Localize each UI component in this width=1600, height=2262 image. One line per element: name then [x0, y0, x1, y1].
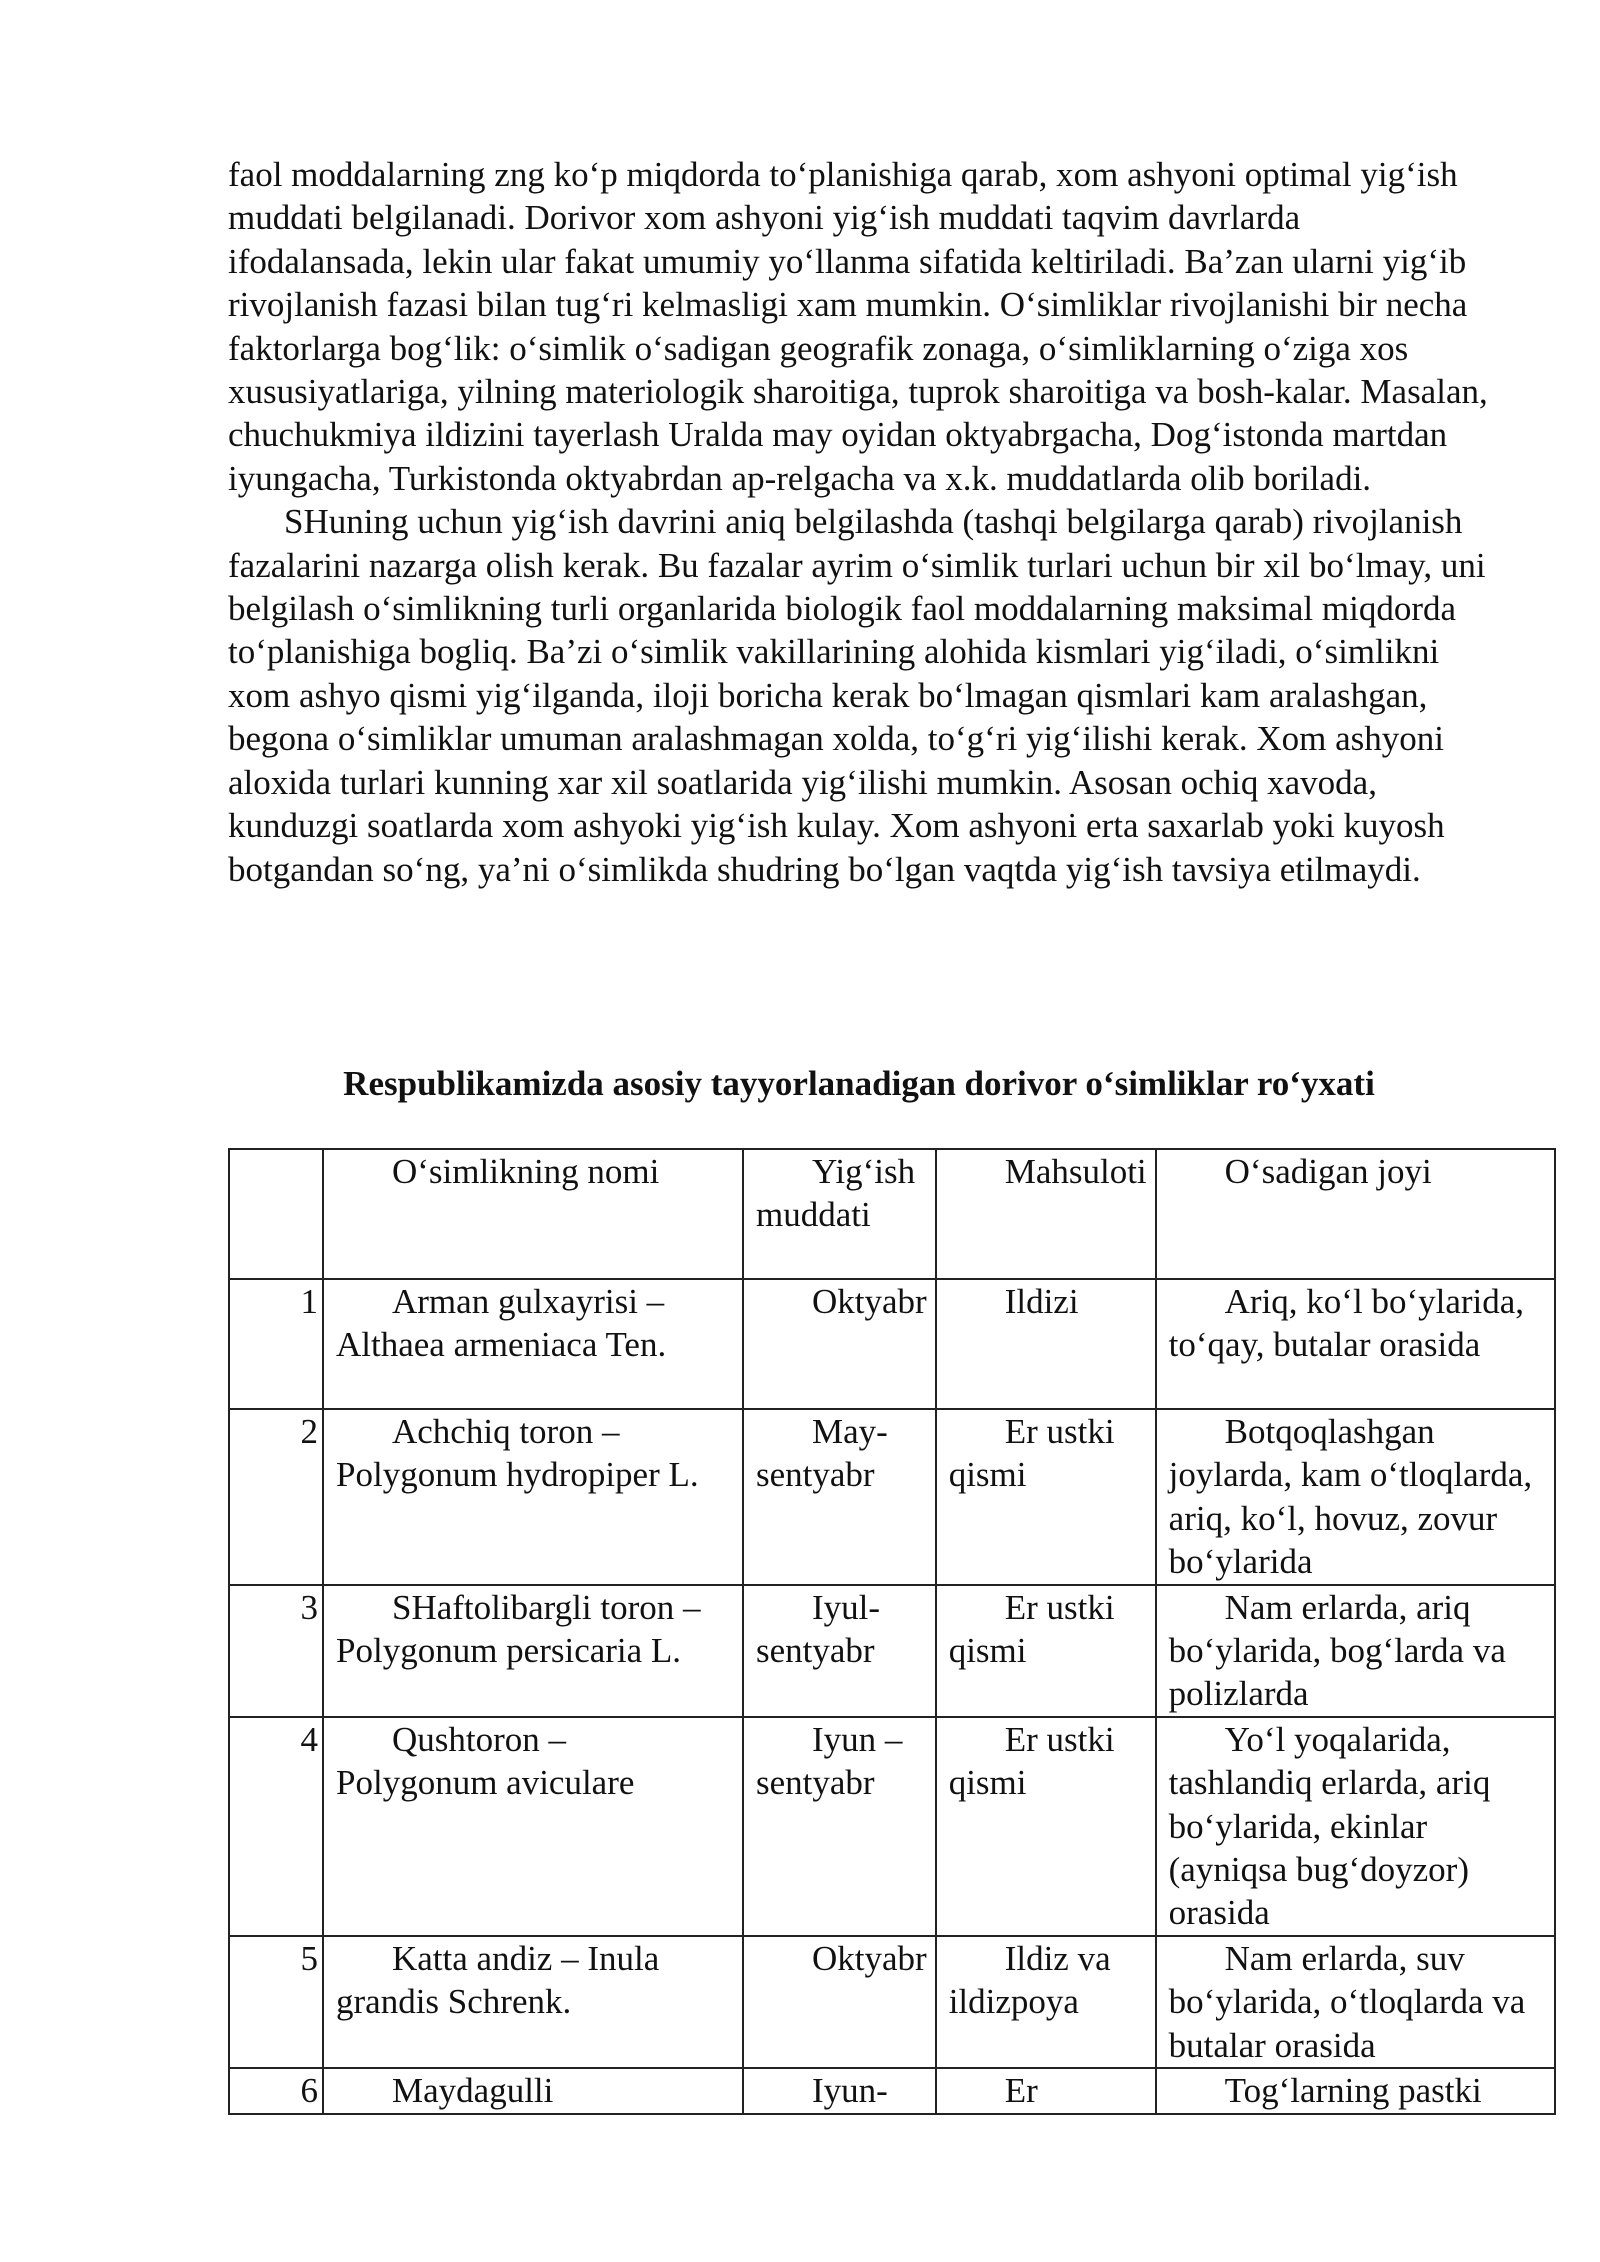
- header-period: Yig‘ish muddati: [743, 1149, 936, 1279]
- paragraph-1: faol moddalarning zng ko‘p miqdorda to‘planishiga qarab, xom ashyoni optimal yig‘ish muddati belgilanadi. Dorivor xom ashyoni yig‘ish muddati taqvim davrlarda ifodalansada, lekin ular fakat umumiy yo‘llanma sifatida keltiriladi. Ba’zan ularni yig‘ib rivojlanish fazasi bilan tug‘ri kelmasligi xam mumkin. O‘simliklar rivojlanishi bir necha faktorlarga bog‘lik: o‘simlik o‘sadigan geografik zonaga, o‘simliklarning o‘ziga xos xususiyatlariga, yilning materiologik sharoitiga, tuprok sharoitiga va bosh-kalar. Masalan, chuchukmiya ildizini tayerlash Uralda may oyidan oktyabrgacha, Dog‘istonda martdan iyungacha, Turkistonda oktyabrdan ap-relgacha va x.k. muddatlarda olib boriladi.: [228, 155, 1488, 498]
- plant-name: Maydagulli: [323, 2068, 743, 2113]
- table-row: [229, 1409, 1555, 1585]
- plant-name: Katta andiz – Inula grandis Schrenk.: [323, 1936, 743, 2068]
- table-row: [229, 1279, 1555, 1409]
- habitat: Nam erlarda, suv bo‘ylarida, o‘tloqlarda va butalar orasida: [1156, 1936, 1555, 2068]
- habitat: Botqoqlashgan joylarda, kam o‘tloqlarda, ariq, ko‘l, hovuz, zovur bo‘ylarida: [1156, 1409, 1555, 1585]
- harvest-period: Iyul-sentyabr: [743, 1585, 936, 1717]
- row-number: 3: [229, 1585, 323, 1717]
- harvest-period: May-sentyabr: [743, 1409, 936, 1585]
- habitat: Tog‘larning pastki: [1156, 2068, 1555, 2113]
- product: Er ustki qismi: [936, 1585, 1156, 1717]
- product: Er ustki qismi: [936, 1717, 1156, 1936]
- table-row: [229, 1717, 1555, 1936]
- table-header-row: [229, 1149, 1555, 1279]
- header-habitat: O‘sadigan joyi: [1156, 1149, 1555, 1279]
- plant-name: Achchiq toron – Polygonum hydropiper L.: [323, 1409, 743, 1585]
- habitat: Nam erlarda, ariq bo‘ylarida, bog‘larda va polizlarda: [1156, 1585, 1555, 1717]
- harvest-period: Iyun-: [743, 2068, 936, 2113]
- harvest-period: Oktyabr: [743, 1279, 936, 1409]
- product: Er ustki qismi: [936, 1409, 1156, 1585]
- harvest-period: Iyun – sentyabr: [743, 1717, 936, 1936]
- habitat: Ariq, ko‘l bo‘ylarida, to‘qay, butalar orasida: [1156, 1279, 1555, 1409]
- table-row: [229, 2068, 1555, 2113]
- table-title: Respublikamizda asosiy tayyorlanadigan dorivor o‘simliklar ro‘yxati: [343, 1064, 1375, 1103]
- paragraph-2: SHuning uchun yig‘ish davrini aniq belgilashda (tashqi belgilarga qarab) rivojlanish fazalarini nazarga olish kerak. Bu fazalar ayrim o‘simlik turlari uchun bir xil bo‘lmay, uni belgilash o‘simlikning turli organlarida biologik faol moddalarning maksimal miqdorda to‘planishiga bogliq. Ba’zi o‘simlik vakillarining alohida kismlari yig‘iladi, o‘simlikni xom ashyo qismi yig‘ilganda, iloji boricha kerak bo‘lmagan qismlari kam aralashgan, begona o‘simliklar umuman aralashmagan xolda, to‘g‘ri yig‘ilishi kerak. Xom ashyoni aloxida turlari kunning xar xil soatlarida yig‘ilishi mumkin. Asosan ochiq xavoda, kunduzgi soatlarda xom ashyoki yig‘ish kulay. Xom ashyoni erta saxarlab yoki kuyosh botgandan so‘ng, ya’ni o‘simlikda shudring bo‘lgan vaqtda yig‘ish tavsiya etilmaydi.: [228, 502, 1486, 889]
- table-row: [229, 1936, 1555, 2068]
- header-number: [229, 1149, 323, 1279]
- plant-name: SHaftolibargli toron – Polygonum persicaria L.: [323, 1585, 743, 1717]
- harvest-period: Oktyabr: [743, 1936, 936, 2068]
- product: Er: [936, 2068, 1156, 2113]
- body-text: [228, 153, 1490, 891]
- habitat: Yo‘l yoqalarida, tashlandiq erlarda, ariq bo‘ylarida, ekinlar (ayniqsa bug‘doyzor) orasida: [1156, 1717, 1555, 1936]
- row-number: 2: [229, 1409, 323, 1585]
- row-number: 4: [229, 1717, 323, 1936]
- product: Ildiz va ildizpoya: [936, 1936, 1156, 2068]
- plants-table: [228, 1148, 1556, 2115]
- product: Ildizi: [936, 1279, 1156, 1409]
- header-plant-name: O‘simlikning nomi: [323, 1149, 743, 1279]
- table-row: [229, 1585, 1555, 1717]
- plant-name: Arman gulxayrisi – Althaea armeniaca Ten.: [323, 1279, 743, 1409]
- row-number: 1: [229, 1279, 323, 1409]
- plant-name: Qushtoron – Polygonum aviculare: [323, 1717, 743, 1936]
- header-product: Mahsuloti: [936, 1149, 1156, 1279]
- row-number: 5: [229, 1936, 323, 2068]
- row-number: 6: [229, 2068, 323, 2113]
